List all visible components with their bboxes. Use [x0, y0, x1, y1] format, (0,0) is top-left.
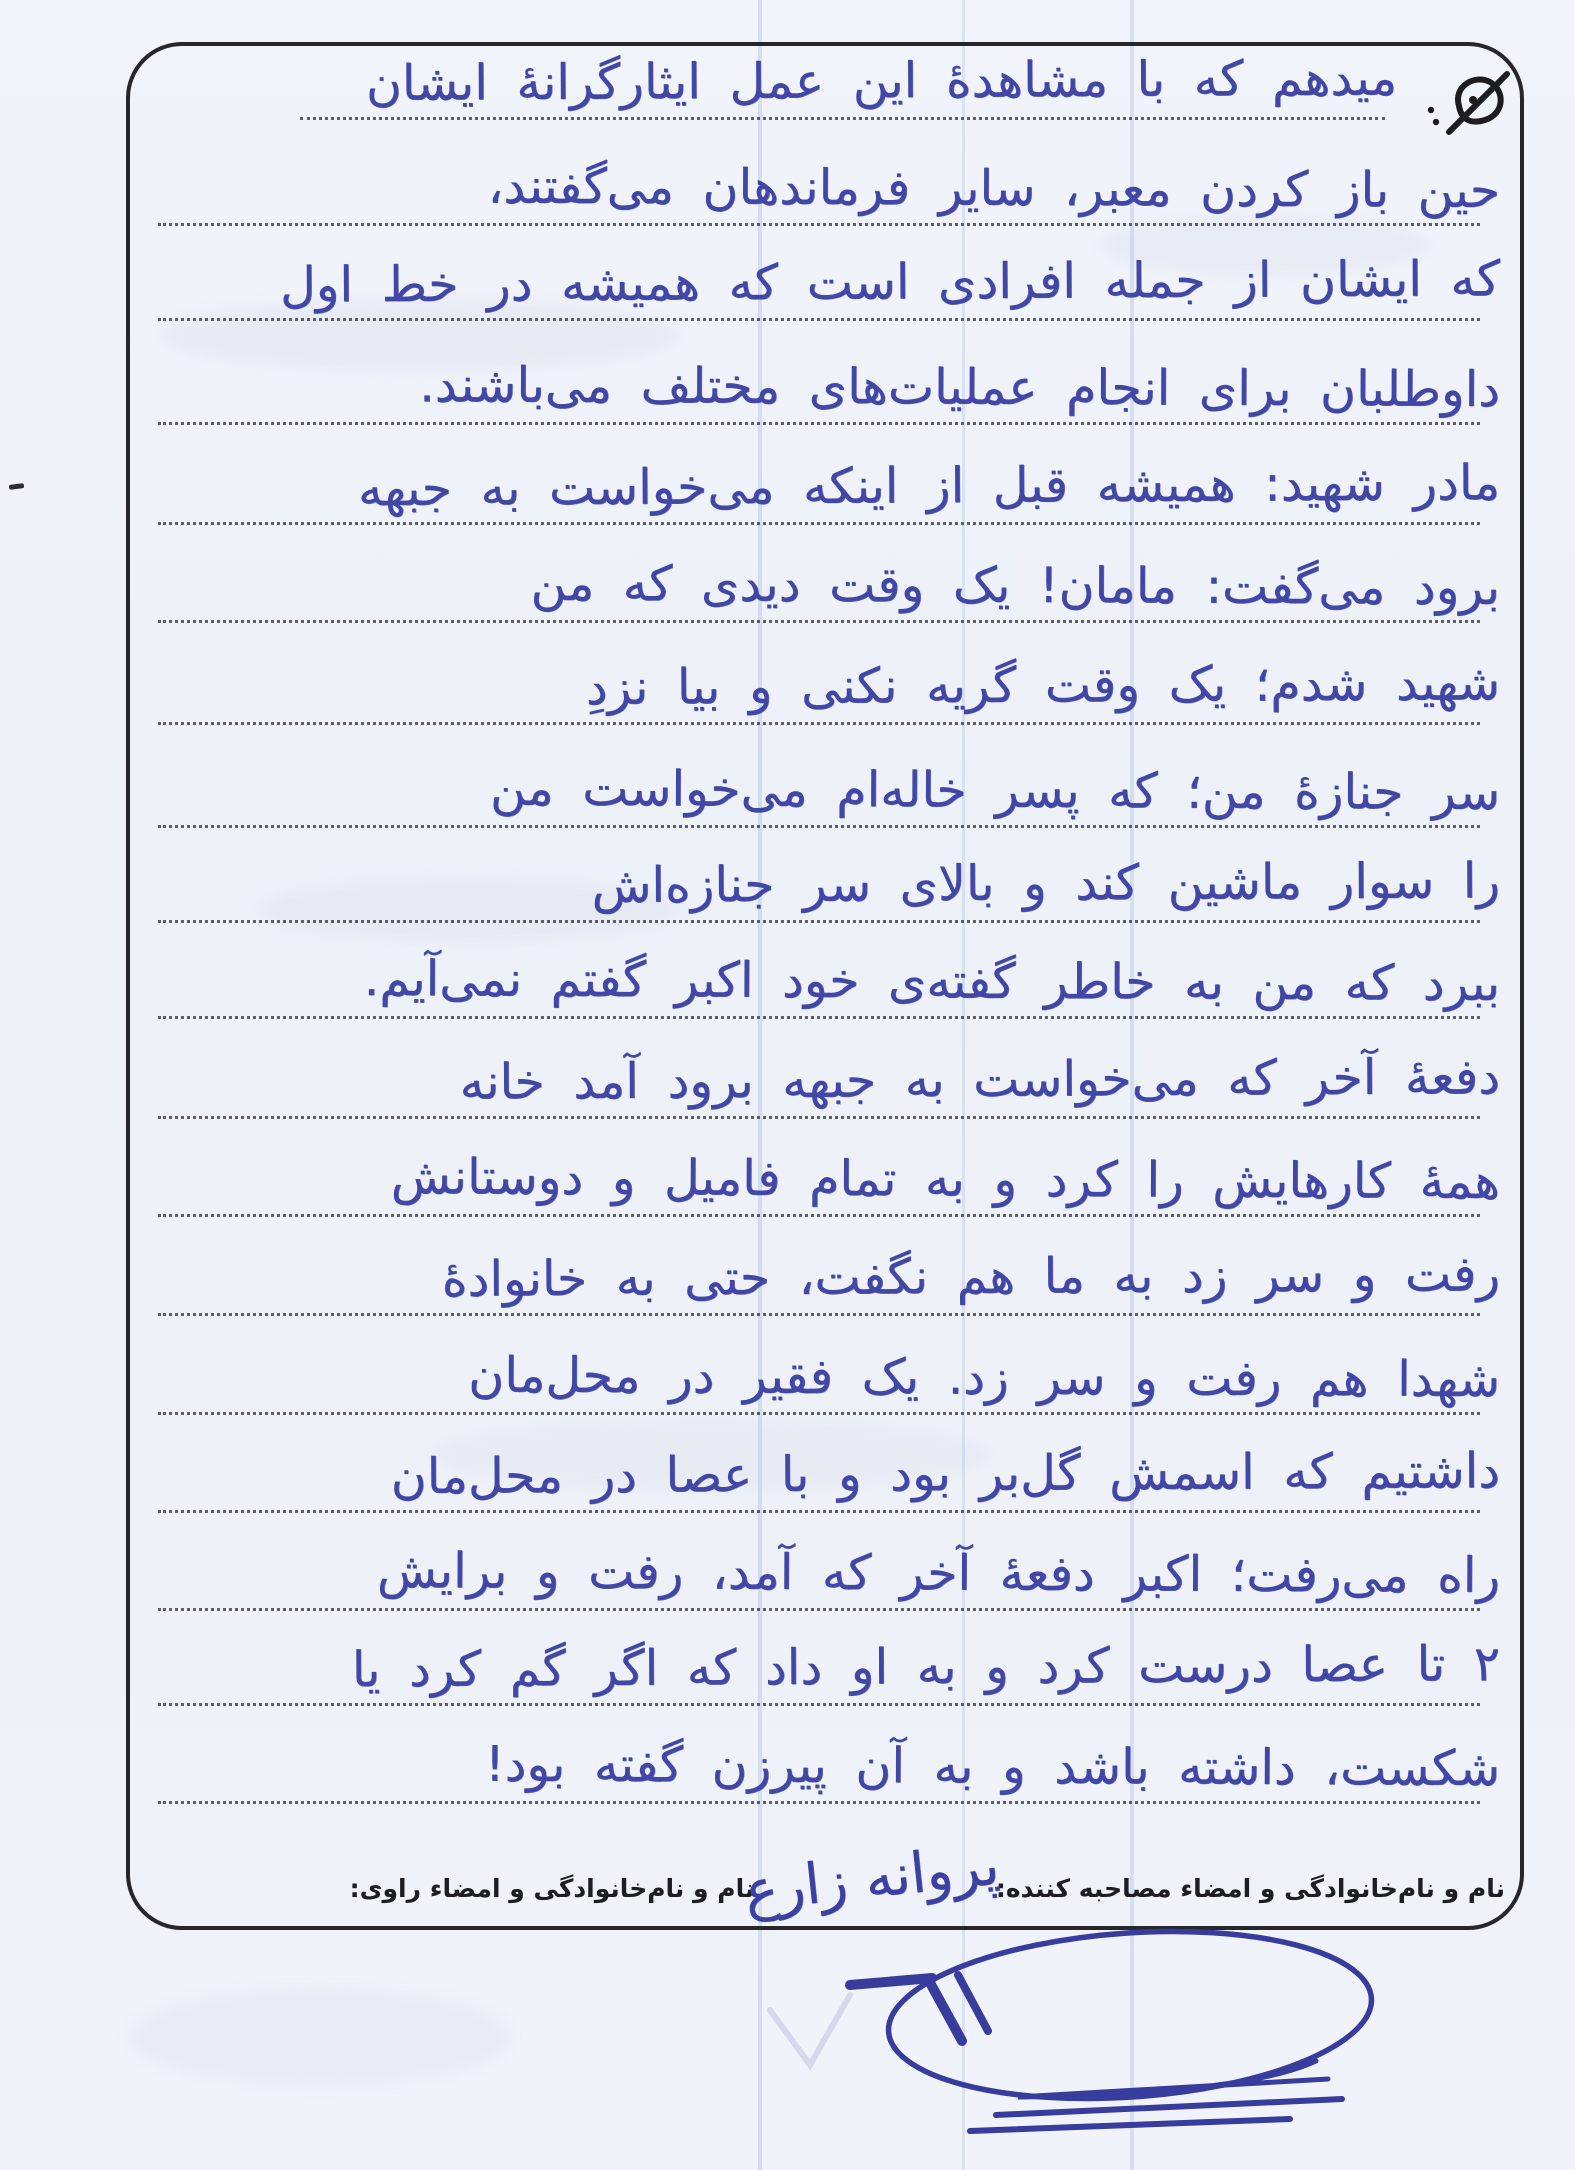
- footer-signature-row: [349, 1832, 1505, 1924]
- manuscript-line: برود می‌گفت: مامان! یک وقت دیدی که من: [530, 554, 1501, 617]
- ink-bleed-smudge: [130, 1990, 510, 2085]
- manuscript-line: دفعهٔ آخر که می‌خواست به جبهه برود آمد خانه: [459, 1048, 1501, 1111]
- manuscript-line: ۲ تا عصا درست کرد و به او داد که اگر گم کرد یا: [351, 1635, 1501, 1699]
- signature: [700, 1915, 1400, 2170]
- interviewer-signature: پروانه زارع: [741, 1832, 1003, 1924]
- manuscript-line: شهید شدم؛ یک وقت گریه نکنی و بیا نزدِ: [585, 654, 1501, 717]
- pen-scribble-icon: [1415, 62, 1515, 147]
- manuscript-line: که ایشان از جمله افرادی است که همیشه در خط اول: [279, 250, 1501, 314]
- manuscript-line: همهٔ کارهایش را کرد و به تمام فامیل و دوستانش: [390, 1148, 1501, 1211]
- manuscript-line: سر جنازهٔ من؛ که پسر خاله‌ام می‌خواست من: [489, 759, 1501, 822]
- manuscript-line: شهدا هم رفت و سر زد. یک فقیر در محل‌مان: [468, 1346, 1501, 1409]
- manuscript-line: را سوار ماشین کند و بالای سر جنازه‌اش: [591, 852, 1501, 915]
- manuscript-line: رفت و سر زد به ما هم نگفت، حتی به خانوادهٔ: [441, 1245, 1501, 1308]
- manuscript-line: میدهم که با مشاهدهٔ این عمل ایثارگرانهٔ ایشان: [365, 49, 1398, 112]
- interviewer-label: نام و نام‌خانوادگی و امضاء مصاحبه کننده:: [995, 1873, 1505, 1903]
- manuscript-line: مادر شهید: همیشه قبل از اینکه می‌خواست به جبهه: [357, 454, 1501, 518]
- manuscript-line: ببرد که من به خاطر گفته‌ی خود اکبر گفتم نمی‌آیم.: [363, 950, 1501, 1013]
- manuscript-line: حین باز کردن معبر، سایر فرماندهان می‌گفتند،: [487, 157, 1501, 220]
- manuscript-line: شکست، داشته باشد و به آن پیرزن گفته بود!: [484, 1735, 1501, 1798]
- manuscript-line: داوطلبان برای انجام عملیات‌های مختلف می‌باشند.: [419, 356, 1501, 419]
- manuscript-line: راه می‌رفت؛ اکبر دفعهٔ آخر که آمد، رفت و برایش: [376, 1542, 1501, 1605]
- manuscript-line: داشتیم که اسمش گل‌بر بود و با عصا در محل‌مان: [390, 1442, 1501, 1506]
- margin-dash-mark: [9, 483, 24, 490]
- narrator-label: نام و نام‌خانوادگی و امضاء راوی:: [349, 1873, 755, 1903]
